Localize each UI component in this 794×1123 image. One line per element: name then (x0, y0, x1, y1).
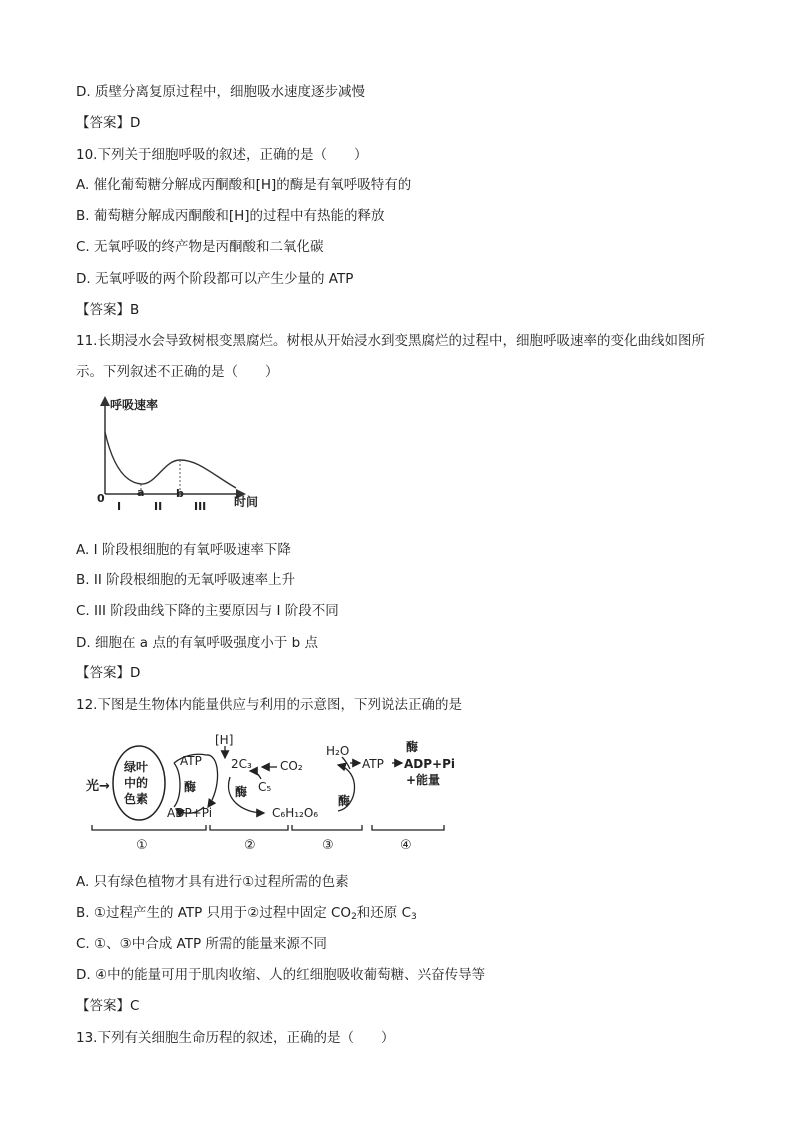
circle-2-label: ② (244, 838, 256, 853)
q11-option-d: D. 细胞在 a 点的有氧呼吸强度小于 b 点 (76, 635, 318, 651)
q12-answer: 【答案】C (76, 998, 140, 1014)
adp-pi-1-label: ADP+Pi (167, 806, 213, 820)
q11-option-b: B. II 阶段根细胞的无氧呼吸速率上升 (76, 572, 296, 588)
co2-label: CO₂ (280, 759, 303, 773)
energy-label: +能量 (406, 773, 441, 787)
c5-to-c3-arrow (250, 771, 261, 779)
q11-option-c: C. III 阶段曲线下降的主要原因与 I 阶段不同 (76, 603, 339, 619)
enzyme-3-label: 酶 (338, 794, 351, 808)
q11-answer: 【答案】D (76, 665, 141, 681)
glucose-label: C₆H₁₂O₆ (272, 806, 319, 820)
q9-answer: 【答案】D (76, 115, 141, 131)
q12-option-b-pre: B. ①过程产生的 ATP 只用于②过程中固定 CO (76, 905, 352, 921)
bracket-3 (292, 825, 362, 830)
q11-stem-line2: 示。下列叙述不正确的是（ ） (76, 364, 279, 380)
h2o-label: H₂O (326, 744, 350, 758)
enzyme-4-label: 酶 (406, 740, 419, 754)
q12-option-b-sub1: 2 (351, 912, 357, 922)
c3-label: 2C₃ (231, 757, 252, 771)
respiration-rate-graph (88, 392, 278, 522)
point-b-label: b (176, 487, 184, 500)
q12-option-b-sub2: 3 (411, 912, 417, 922)
stage-1-label: I (117, 500, 122, 513)
circle-1-label: ① (136, 838, 148, 853)
stage-2-label: II (154, 500, 163, 513)
q13-stem: 13.下列有关细胞生命历程的叙述，正确的是（ ） (76, 1030, 395, 1046)
point-a-label: a (137, 486, 145, 499)
q10-stem: 10.下列关于细胞呼吸的叙述，正确的是（ ） (76, 147, 368, 163)
y-axis-label: 呼吸速率 (110, 398, 159, 412)
circle-3-label: ③ (322, 838, 334, 853)
q12-option-d: D. ④中的能量可用于肌肉收缩、人的红细胞吸收葡萄糖、兴奋传导等 (76, 967, 486, 983)
y-axis-arrow (100, 396, 110, 406)
enzyme-2-label: 酶 (235, 785, 248, 799)
q11-stem-line1: 11.长期浸水会导致树根变黑腐烂。树根从开始浸水到变黑腐烂的过程中，细胞呼吸速率的变化曲线如图所 (76, 333, 705, 349)
q10-option-b: B. 葡萄糖分解成丙酮酸和[H]的过程中有热能的释放 (76, 208, 385, 224)
cycle-1-arc (174, 763, 180, 807)
bracket-2 (210, 825, 288, 830)
respiration-curve (105, 432, 236, 488)
adp-pi-2-label: ADP+Pi (404, 757, 456, 771)
c5-label: C₅ (258, 780, 272, 794)
q12-option-b-mid: 和还原 C (356, 905, 412, 921)
q11-option-a: A. I 阶段根细胞的有氧呼吸速率下降 (76, 542, 291, 558)
q12-option-b (76, 903, 417, 927)
x-axis-label: 时间 (234, 495, 259, 509)
stage-3-label: III (194, 500, 207, 513)
q9-option-d: D. 质壁分离复原过程中，细胞吸水速度逐步减慢 (76, 84, 365, 100)
energy-supply-diagram (80, 727, 460, 857)
cycle-12-arrow (206, 755, 218, 807)
q12-option-a: A. 只有绿色植物才具有进行①过程所需的色素 (76, 874, 349, 890)
light-label: 光→ (86, 779, 110, 794)
bracket-4 (372, 825, 444, 830)
enzyme-1-label: 酶 (184, 780, 197, 794)
pigment-line-2: 中的 (124, 776, 149, 790)
circle-4-label: ④ (400, 838, 412, 853)
q10-answer: 【答案】B (76, 302, 140, 318)
pigment-line-1: 绿叶 (124, 760, 149, 774)
q10-option-c: C. 无氧呼吸的终产物是丙酮酸和二氧化碳 (76, 239, 324, 255)
q12-option-c: C. ①、③中合成 ATP 所需的能量来源不同 (76, 936, 327, 952)
q12-stem: 12.下图是生物体内能量供应与利用的示意图，下列说法正确的是 (76, 697, 462, 713)
h-label: [H] (215, 733, 234, 747)
bracket-1 (92, 825, 206, 830)
atp-2-label: ATP (362, 757, 384, 771)
q10-option-a: A. 催化葡萄糖分解成丙酮酸和[H]的酶是有氧呼吸特有的 (76, 177, 412, 193)
pigment-line-3: 色素 (124, 792, 149, 806)
q10-option-d: D. 无氧呼吸的两个阶段都可以产生少量的 ATP (76, 271, 354, 287)
atp-1-label: ATP (180, 754, 202, 768)
origin-label: 0 (97, 492, 105, 505)
